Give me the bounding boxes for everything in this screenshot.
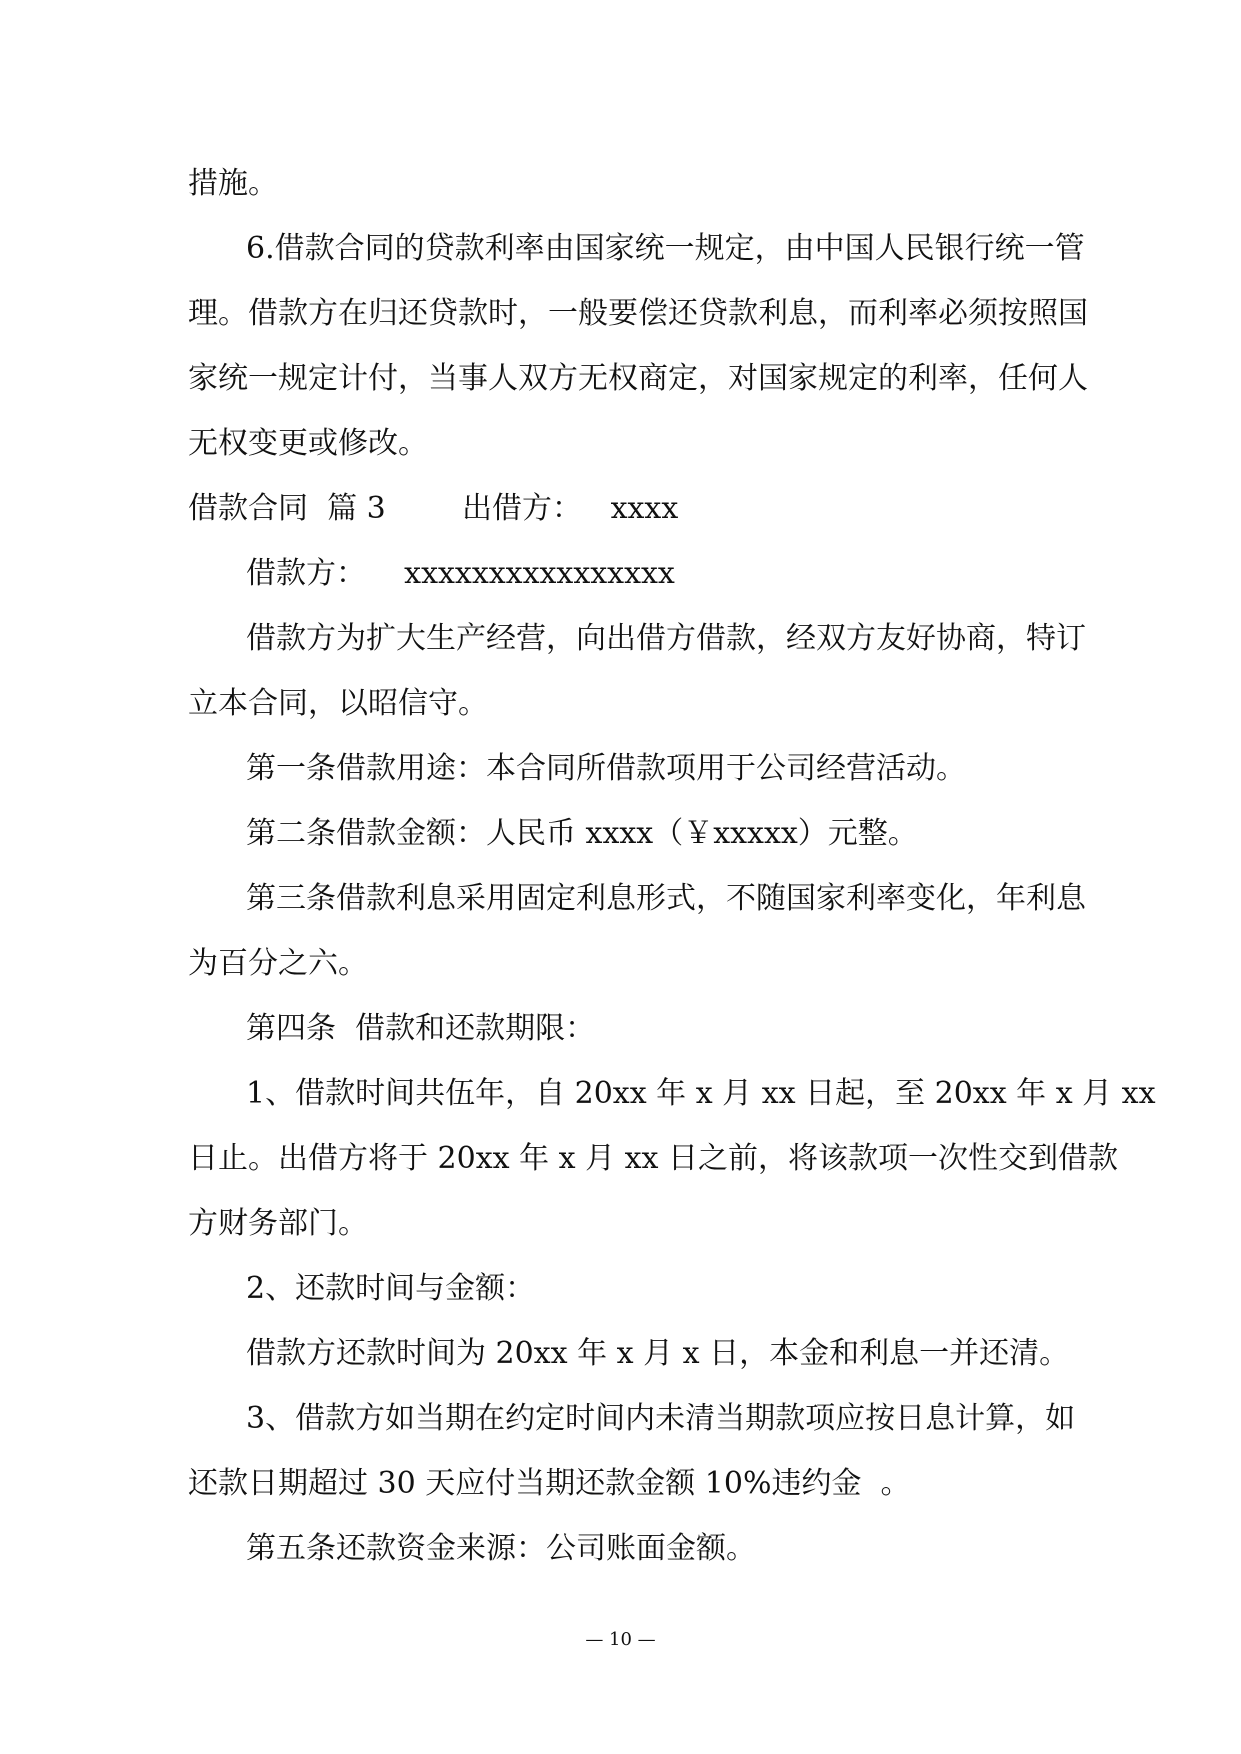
text-line: 为百分之六。 <box>188 946 368 981</box>
text-line: 日止。出借方将于 20xx 年 x 月 xx 日之前，将该款项一次性交到借款 <box>188 1141 1118 1176</box>
text-line: 第二条借款金额：人民币 xxxx（￥xxxxx）元整。 <box>246 816 918 851</box>
text-line: 第三条借款利息采用固定利息形式，不随国家利率变化，年利息 <box>246 881 1086 916</box>
text-line: 借款方为扩大生产经营，向出借方借款，经双方友好协商，特订 <box>246 621 1086 656</box>
text-line: 第一条借款用途：本合同所借款项用于公司经营活动。 <box>246 751 966 786</box>
text-line: 还款日期超过 30 天应付当期还款金额 10%违约金 。 <box>188 1466 911 1501</box>
text-line: 方财务部门。 <box>188 1206 368 1241</box>
text-line: 无权变更或修改。 <box>188 426 428 461</box>
text-line: 借款方还款时间为 20xx 年 x 月 x 日，本金和利息一并还清。 <box>246 1336 1070 1371</box>
text-line: 措施。 <box>188 166 278 201</box>
text-line: 第五条还款资金来源：公司账面金额。 <box>246 1531 756 1566</box>
section-heading: 借款合同 篇 3 出借方： xxxx <box>188 491 679 526</box>
text-line: 6.借款合同的贷款利率由国家统一规定，由中国人民银行统一管 <box>246 231 1085 266</box>
text-line: 借款方： xxxxxxxxxxxxxxxx <box>246 556 675 591</box>
text-line: 第四条 借款和还款期限： <box>246 1011 596 1046</box>
text-line: 2、还款时间与金额： <box>246 1271 536 1306</box>
text-line: 立本合同，以昭信守。 <box>188 686 488 721</box>
page-number: — 10 — <box>585 1629 656 1650</box>
text-line: 理。借款方在归还贷款时，一般要偿还贷款利息，而利率必须按照国 <box>188 296 1088 331</box>
text-line: 1、借款时间共伍年，自 20xx 年 x 月 xx 日起，至 20xx 年 x 月 xx <box>246 1076 1156 1111</box>
text-line: 家统一规定计付，当事人双方无权商定，对国家规定的利率，任何人 <box>188 361 1088 396</box>
text-line: 3、借款方如当期在约定时间内未清当期款项应按日息计算，如 <box>246 1401 1076 1436</box>
